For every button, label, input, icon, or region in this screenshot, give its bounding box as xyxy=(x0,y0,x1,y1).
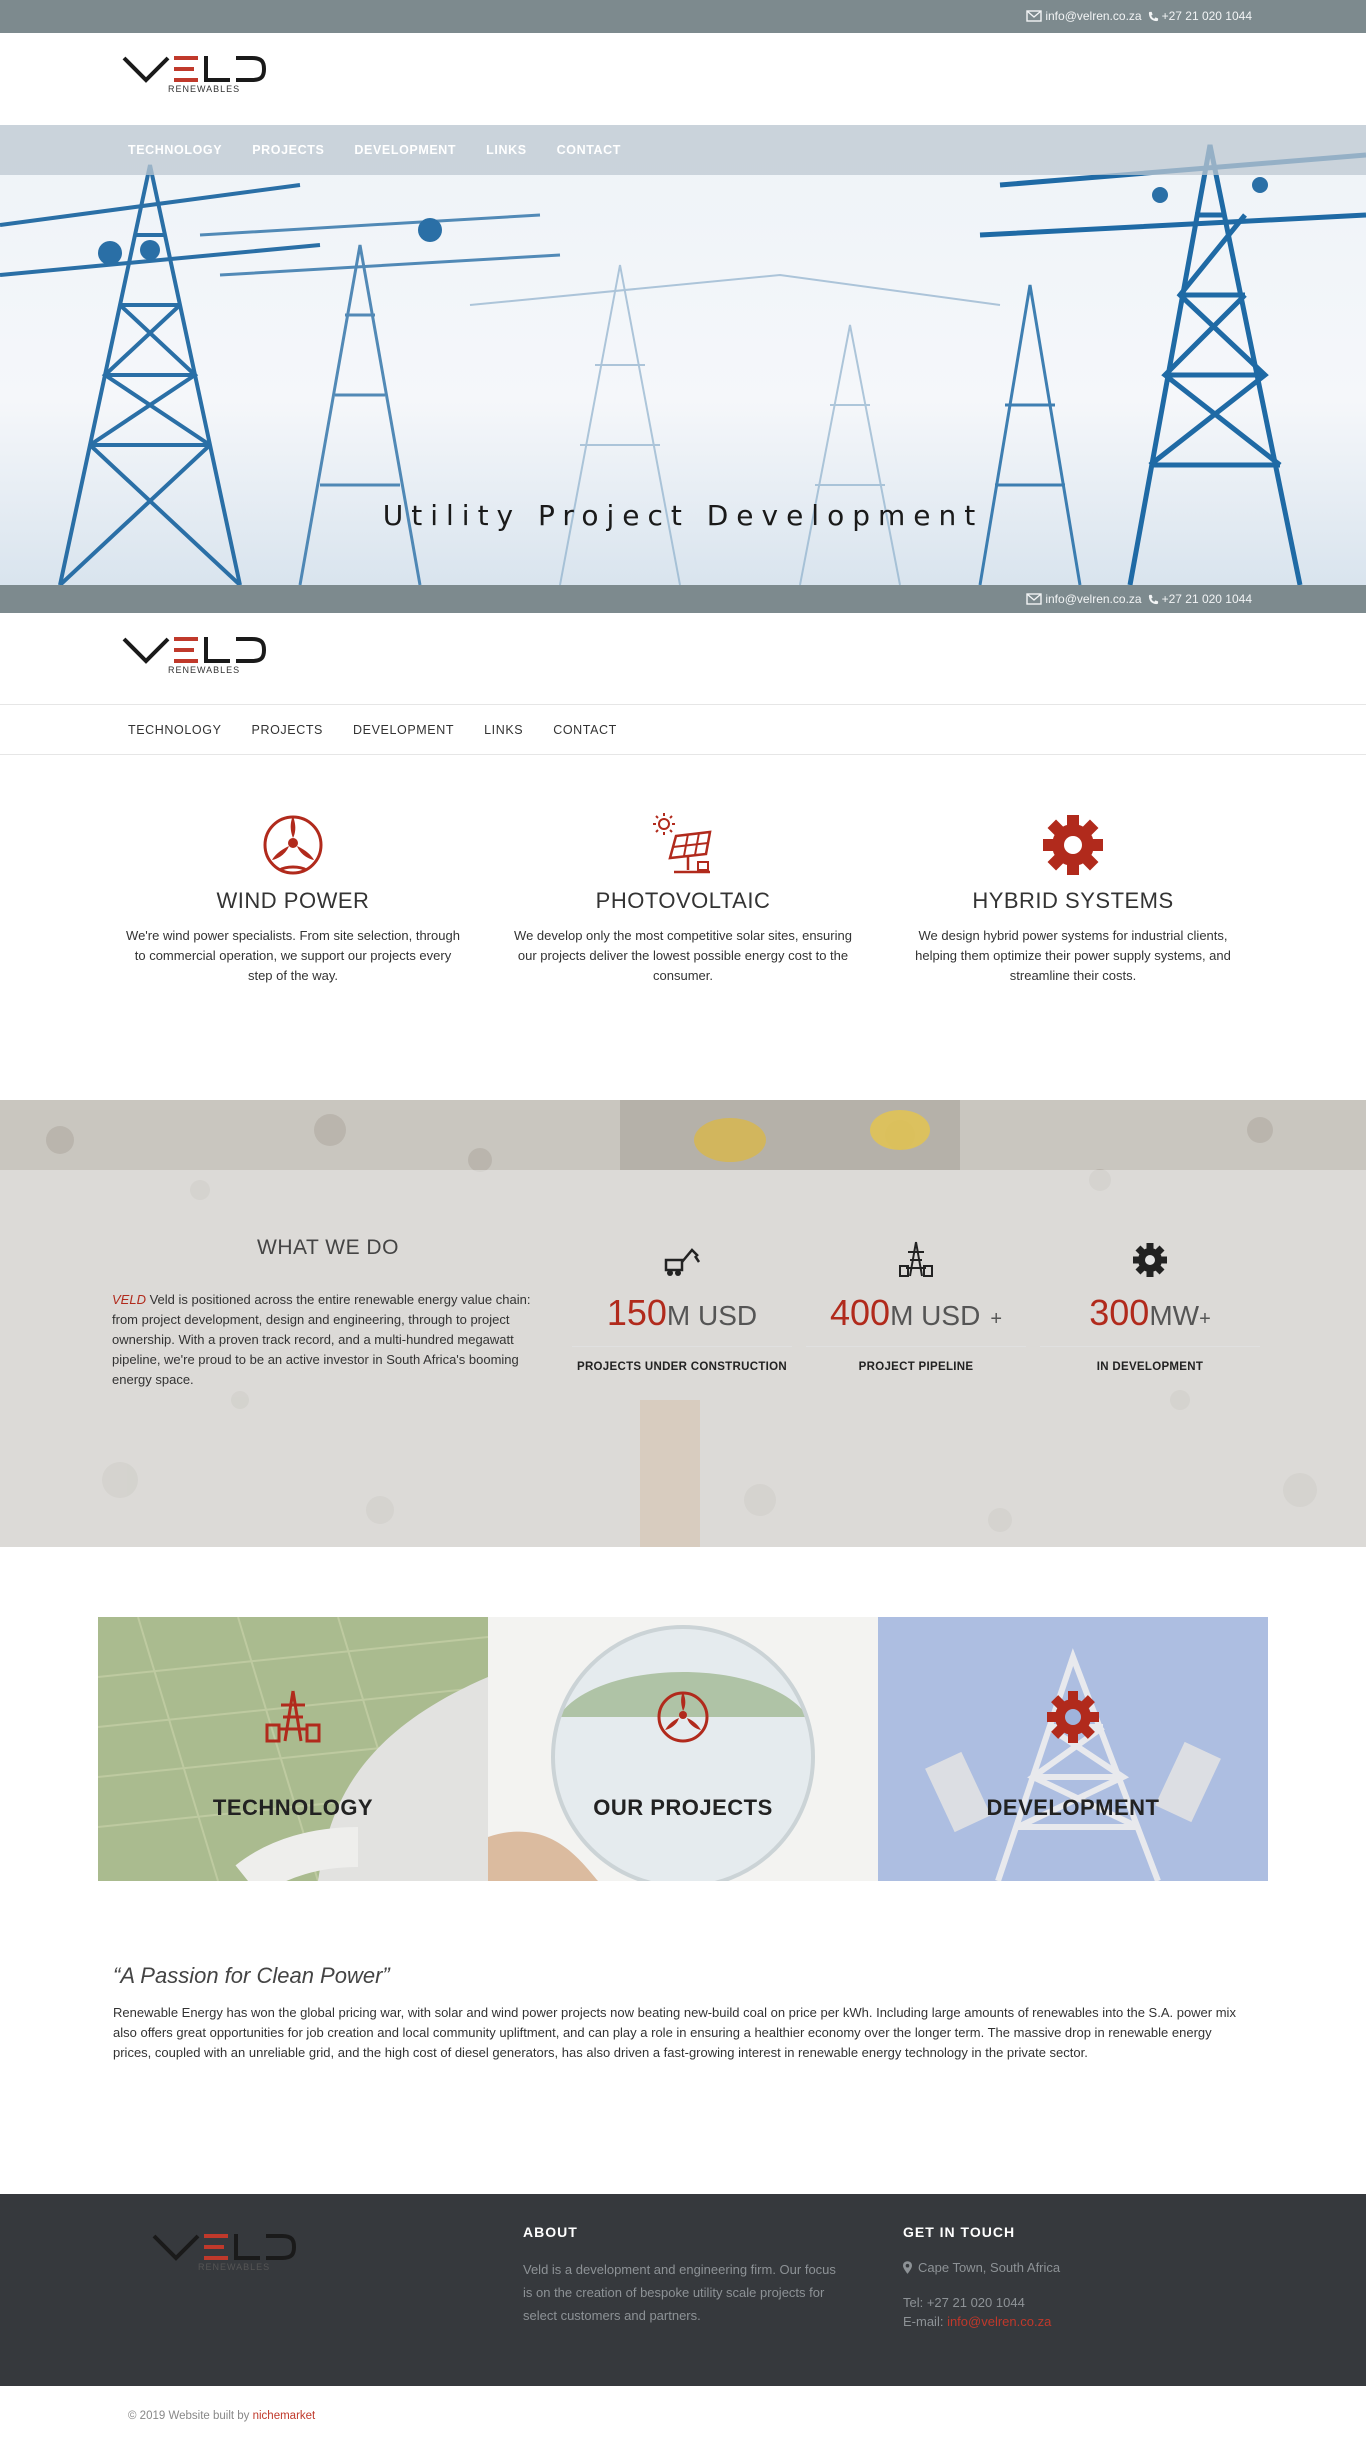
stat-under-construction xyxy=(572,1240,792,1373)
stat-value: 300MW+ xyxy=(1089,1292,1211,1333)
stat-value: 400M USD + xyxy=(829,1292,1002,1333)
location xyxy=(903,2260,1223,2275)
phone-icon xyxy=(1148,11,1159,22)
service-description: We develop only the most competitive solar sites, ensuring our projects deliver the lowest possible energy cost to the consumer. xyxy=(514,928,852,983)
builder-link[interactable]: nichemarket xyxy=(252,2410,316,2422)
service-description: We're wind power specialists. From site selection, through to commercial operation, we support our projects every step of the way. xyxy=(126,928,460,983)
gear-icon xyxy=(1038,810,1108,880)
what-we-do-body: Veld is positioned across the entire renewable energy value chain: from project development, design and engineering, through to project ownership. With a proven track record, and a multi-hundred megawatt pipeline, we're proud to be an active investor in South Africa's booming energy space. xyxy=(112,1292,531,1387)
what-we-do-text xyxy=(112,1290,544,1390)
power-pylon-icon xyxy=(896,1240,936,1280)
service-wind-power xyxy=(108,810,478,986)
service-hybrid-systems xyxy=(888,810,1258,986)
service-photovoltaic xyxy=(498,810,868,986)
feature-tiles xyxy=(98,1617,1268,1881)
footer-logo[interactable] xyxy=(152,2224,298,2280)
email-contact[interactable] xyxy=(1026,9,1141,23)
about-title: ABOUT xyxy=(523,2224,578,2240)
email-text[interactable]: info@velren.co.za xyxy=(1045,9,1142,23)
hero-title: Utility Project Development xyxy=(382,499,984,532)
service-title: HYBRID SYSTEMS xyxy=(972,888,1174,913)
copyright-text: © 2019 Website built by xyxy=(128,2410,253,2422)
stat-in-development xyxy=(1040,1240,1260,1373)
logo-subtitle: RENEWABLES xyxy=(198,2262,271,2272)
footer xyxy=(0,2194,1366,2386)
tile-our-projects[interactable] xyxy=(488,1617,878,1881)
logo-subtitle: RENEWABLES xyxy=(168,84,241,94)
footer-email-link[interactable]: info@velren.co.za xyxy=(947,2314,1052,2329)
nav-projects[interactable]: PROJECTS xyxy=(251,722,323,737)
phone-contact[interactable] xyxy=(1148,9,1252,23)
sticky-contact-info xyxy=(1026,592,1252,606)
passion-title: “A Passion for Clean Power” xyxy=(113,1963,390,1988)
envelope-icon xyxy=(1026,593,1042,605)
wind-turbine-icon xyxy=(258,810,328,880)
sticky-phone-contact[interactable] xyxy=(1148,592,1252,606)
sticky-contact-bar xyxy=(0,585,1366,613)
tile-label[interactable]: OUR PROJECTS xyxy=(593,1795,773,1820)
gear-icon xyxy=(1043,1687,1103,1747)
service-title: PHOTOVOLTAIC xyxy=(595,888,771,913)
footer-about xyxy=(523,2224,843,2327)
what-we-do-block xyxy=(112,1236,544,1390)
nav-contact[interactable]: CONTACT xyxy=(553,722,617,737)
contact-info xyxy=(1026,9,1252,23)
top-contact-bar xyxy=(0,0,1366,33)
phone-text[interactable]: +27 21 020 1044 xyxy=(1161,9,1252,23)
power-pylon-icon xyxy=(263,1687,323,1747)
sticky-logo-row xyxy=(0,613,1366,704)
telecom-tower-image xyxy=(878,1617,1268,1881)
logo-subtitle: RENEWABLES xyxy=(168,665,241,675)
footer-get-in-touch xyxy=(903,2224,1223,2329)
stat-label: IN DEVELOPMENT xyxy=(1096,1361,1204,1373)
stat-value: 150M USD xyxy=(606,1292,758,1333)
hero-banner xyxy=(0,125,1366,585)
map-pin-icon xyxy=(903,2261,912,2274)
solar-panel-icon xyxy=(648,810,718,880)
wind-turbine-icon xyxy=(653,1687,713,1747)
touch-title: GET IN TOUCH xyxy=(903,2224,1016,2240)
copyright xyxy=(128,2410,315,2422)
envelope-icon xyxy=(1026,10,1042,22)
tile-technology[interactable] xyxy=(98,1617,488,1881)
header-logo-row xyxy=(0,33,1366,125)
brand-name: VELD xyxy=(112,1292,146,1307)
nav-contact[interactable]: CONTACT xyxy=(556,143,622,157)
sticky-veld-logo[interactable] xyxy=(122,627,268,683)
nav-links[interactable]: LINKS xyxy=(484,722,524,737)
service-description: We design hybrid power systems for industrial clients, helping them optimize their power supply systems, and streamline their costs. xyxy=(915,928,1231,983)
nav-projects[interactable]: PROJECTS xyxy=(252,143,325,157)
sticky-email-text[interactable]: info@velren.co.za xyxy=(1045,592,1142,606)
wind-turbine-field-image xyxy=(98,1617,488,1881)
gear-icon xyxy=(1130,1240,1170,1280)
passion-text: Renewable Energy has won the global pricing war, with solar and wind power projects now beating new-build coal on price per kWh. Including large amounts of renewables into the S.A. power mix also offers great opportunities for job creation and local community upliftment, and can play a role in ensuring a healthier economy over the longer term. The massive drop in renewable energy prices, coupled with an unreliable grid, and the high cost of diesel generators, has also driven a fast-growing interest in renewable energy technology in the private sector. xyxy=(113,2005,1236,2060)
services-section xyxy=(0,810,1366,1030)
phone-icon xyxy=(1148,594,1159,605)
tile-label[interactable]: TECHNOLOGY xyxy=(212,1795,374,1820)
veld-logo[interactable] xyxy=(122,46,268,102)
footer-email xyxy=(903,2314,1223,2329)
sticky-email-contact[interactable] xyxy=(1026,592,1141,606)
stat-label: PROJECTS UNDER CONSTRUCTION xyxy=(576,1361,787,1373)
email-label: E-mail: xyxy=(903,2314,948,2329)
sticky-phone-text[interactable]: +27 21 020 1044 xyxy=(1161,592,1252,606)
nav-development[interactable]: DEVELOPMENT xyxy=(354,143,457,157)
service-title: WIND POWER xyxy=(216,888,370,913)
main-navigation xyxy=(0,704,1366,755)
crystal-ball-image xyxy=(488,1617,878,1881)
nav-development[interactable]: DEVELOPMENT xyxy=(353,722,455,737)
passion-section xyxy=(113,1963,1253,2063)
nav-technology[interactable]: TECHNOLOGY xyxy=(128,722,222,737)
location-text: Cape Town, South Africa xyxy=(918,2260,1061,2275)
tile-development[interactable] xyxy=(878,1617,1268,1881)
construction-vehicle-icon xyxy=(662,1240,702,1280)
nav-links[interactable]: LINKS xyxy=(486,143,527,157)
tile-label[interactable]: DEVELOPMENT xyxy=(986,1795,1160,1820)
stat-label: PROJECT PIPELINE xyxy=(858,1361,974,1373)
what-we-do-title: WHAT WE DO xyxy=(257,1236,399,1259)
nav-technology[interactable]: TECHNOLOGY xyxy=(128,143,223,157)
hero-navigation xyxy=(0,125,1366,175)
about-text: Veld is a development and engineering firm. Our focus is on the creation of bespoke utility scale projects for select customers and partners. xyxy=(523,2262,836,2323)
stat-pipeline xyxy=(806,1240,1026,1373)
what-we-do-section xyxy=(0,1100,1366,1547)
footer-phone[interactable]: Tel: +27 21 020 1044 xyxy=(903,2295,1025,2310)
